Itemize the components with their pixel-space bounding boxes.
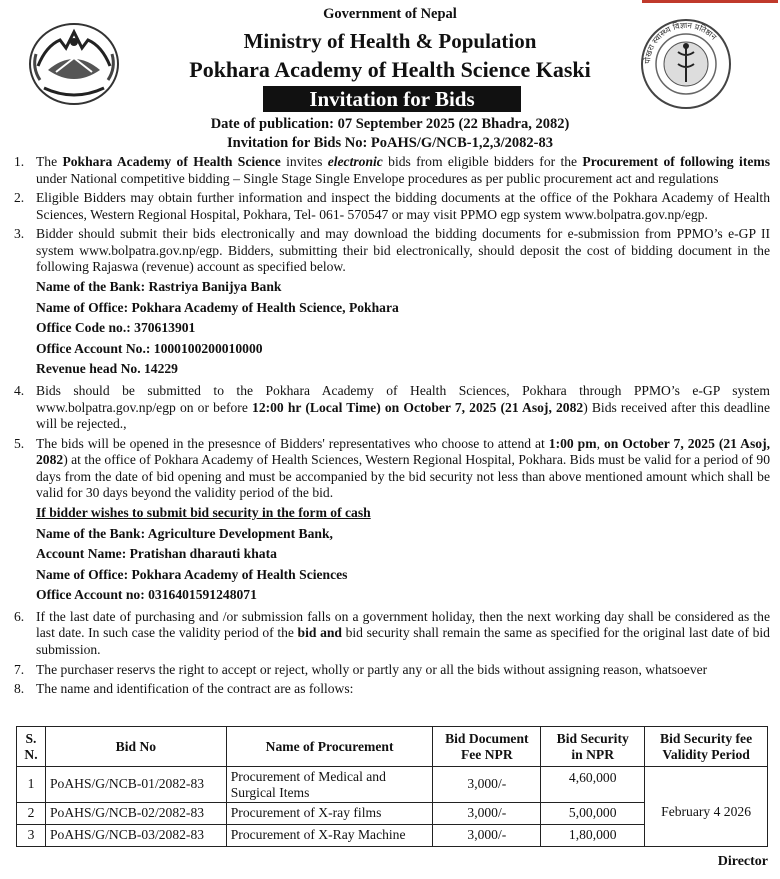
submission-deadline: 12:00 hr (Local Time) on October 7, 2025 (21 Asoj, 2082 bbox=[252, 399, 584, 415]
clause-2 bbox=[12, 190, 770, 223]
publication-date: Date of publication: 07 September 2025 (22 Bhadra, 2082) bbox=[210, 116, 570, 132]
cell-procurement: Procurement of Medical and Surgical Items bbox=[226, 767, 433, 803]
cash-security-details bbox=[12, 505, 770, 604]
cell-validity: February 4 2026 bbox=[645, 767, 768, 847]
cell-bid-no: PoAHS/G/NCB-01/2082-83 bbox=[45, 767, 226, 803]
clause-bold-text: Procurement of following items bbox=[582, 154, 770, 169]
bank-name: Name of the Bank: Agriculture Development Bank, bbox=[36, 525, 333, 541]
office-name: Name of Office: Pokhara Academy of Health Science, Pokhara bbox=[36, 299, 399, 315]
cell-procurement: Procurement of X-Ray Machine bbox=[226, 825, 433, 847]
clause-6 bbox=[12, 609, 770, 659]
clause-text: under National competitive bidding – Single Stage Single Envelope procedures as per public procurement act and regulations bbox=[36, 170, 719, 186]
cell-sn: 1 bbox=[17, 767, 46, 803]
contracts-table bbox=[16, 726, 768, 847]
clause-number: 8. bbox=[14, 681, 25, 697]
academy-title: Pokhara Academy of Health Science Kaski bbox=[189, 57, 591, 82]
header-fee: Bid Document Fee NPR bbox=[433, 727, 541, 767]
signatory: Director bbox=[717, 854, 768, 869]
academy-seal-icon bbox=[640, 18, 732, 110]
clause-number: 4. bbox=[14, 382, 25, 398]
cell-procurement: Procurement of X-ray films bbox=[226, 803, 433, 825]
clause-text: Bids should be submitted to the Pokhara Academy of Health Sciences, Pokhara through PPMO’s e-GP system www.bolpatra.gov.np/egp on or before bbox=[36, 382, 770, 415]
opening-date: on October 7, 2025 (21 Asoj, 2082 bbox=[36, 435, 771, 468]
clause-bold-text: bid and bbox=[297, 625, 342, 641]
ministry-title: Ministry of Health & Population bbox=[243, 29, 537, 53]
header-procurement: Name of Procurement bbox=[226, 727, 433, 767]
clause-number: 2. bbox=[14, 190, 25, 206]
clause-text: invites bbox=[280, 154, 328, 169]
clause-number: 7. bbox=[14, 661, 25, 677]
seal-text: पोखरा स्वास्थ्य विज्ञान प्रतिष्ठान bbox=[642, 20, 719, 65]
cell-fee: 3,000/- bbox=[433, 803, 541, 825]
clause-8 bbox=[12, 681, 770, 698]
clause-text: Eligible Bidders may obtain further information and inspect the bidding documents at the office of the Pokhara Academy of Health Sciences, Western Regional Hospital, Pokhara, Tel- 061- 570547 or may visit PPMO egp system www.bolpatra.gov.np/egp. bbox=[36, 190, 770, 222]
clause-text: The bids will be opened in the presesnce of Bidders' representatives who choose to attend at bbox=[36, 435, 549, 451]
bid-number-line: Invitation for Bids No: PoAHS/G/NCB-1,2,3/2082-83 bbox=[226, 135, 553, 151]
clause-3 bbox=[12, 226, 770, 276]
notice-header bbox=[0, 0, 780, 151]
table-header-row bbox=[17, 727, 768, 767]
cash-security-heading: If bidder wishes to submit bid security in the form of cash bbox=[36, 504, 371, 520]
office-account: Office Account No.: 1000100200010000 bbox=[36, 340, 263, 356]
clause-bold-text: Pokhara Academy of Health Science bbox=[62, 154, 281, 169]
cell-bid-no: PoAHS/G/NCB-03/2082-83 bbox=[45, 825, 226, 847]
clause-5 bbox=[12, 436, 770, 502]
clause-text: The name and identification of the contract are as follows: bbox=[36, 681, 354, 697]
clause-emphasis-text: electronic bbox=[327, 154, 383, 169]
clause-text: The bbox=[36, 154, 63, 169]
bank-name: Name of the Bank: Rastriya Banijya Bank bbox=[36, 279, 282, 295]
clause-text: ) at the office of Pokhara Academy of Health Sciences, Western Regional Hospital, Pokhara. Bids must be valid for a period of 90 days from the date of bid opening and must be accompanied by the bid security not less than above mentioned amount which shall be valid for 30 days beyond the validity period of the bid. bbox=[36, 452, 770, 501]
clause-4 bbox=[12, 383, 770, 433]
clause-7 bbox=[12, 662, 770, 679]
header-sn: S. N. bbox=[17, 727, 46, 767]
clause-1 bbox=[12, 154, 770, 187]
cell-sn: 3 bbox=[17, 825, 46, 847]
account-name: Account Name: Pratishan dharauti khata bbox=[36, 546, 277, 562]
cell-security: 1,80,000 bbox=[541, 825, 645, 847]
office-name: Name of Office: Pokhara Academy of Health Sciences bbox=[36, 566, 348, 582]
header-validity: Bid Security fee Validity Period bbox=[645, 727, 768, 767]
clause-text: bid security shall remain the same as specified for the original last date of bid submission. bbox=[36, 625, 770, 658]
header-security: Bid Security in NPR bbox=[541, 727, 645, 767]
cell-sn: 2 bbox=[17, 803, 46, 825]
clause-text: The purchaser reservs the right to accept or reject, wholly or partly any or all the bids without assigning reason, whatsoever bbox=[36, 661, 708, 677]
clause-number: 5. bbox=[14, 435, 25, 451]
revenue-head: Revenue head No. 14229 bbox=[36, 361, 178, 377]
revenue-account-details bbox=[12, 279, 770, 378]
cell-security: 5,00,000 bbox=[541, 803, 645, 825]
cell-fee: 3,000/- bbox=[433, 825, 541, 847]
invitation-banner: Invitation for Bids bbox=[263, 86, 521, 112]
office-account: Office Account no: 0316401591248071 bbox=[36, 587, 257, 603]
clause-number: 6. bbox=[14, 608, 25, 624]
office-code: Office Code no.: 370613901 bbox=[36, 320, 196, 336]
table-row bbox=[17, 767, 768, 803]
clause-text: ) Bids received after this deadline will be rejected., bbox=[36, 399, 770, 432]
government-line: Government of Nepal bbox=[323, 6, 457, 22]
clause-number: 3. bbox=[14, 226, 25, 242]
notice-body bbox=[12, 154, 770, 700]
clause-text: If the last date of purchasing and /or submission falls on a government holiday, then the next working day shall be considered as the last date. In such case the validity period of the bbox=[36, 608, 770, 641]
clause-text: bids from eligible bidders for the bbox=[382, 154, 583, 169]
cell-bid-no: PoAHS/G/NCB-02/2082-83 bbox=[45, 803, 226, 825]
cell-security: 4,60,000 bbox=[541, 767, 645, 803]
cell-fee: 3,000/- bbox=[433, 767, 541, 803]
opening-time: 1:00 pm bbox=[548, 435, 597, 451]
clause-text: , bbox=[596, 435, 604, 451]
clause-number: 1. bbox=[14, 154, 25, 169]
clause-text: Bidder should submit their bids electronically and may download the bidding documents for e-submission from PPMO’s e-GP II system www.bolpatra.gov.np/egp. Bidders, submitting their bid electronically, should deposit the cost of bidding document in the following Rajaswa (revenue) account as specified below. bbox=[36, 226, 770, 275]
header-bid-no: Bid No bbox=[45, 727, 226, 767]
